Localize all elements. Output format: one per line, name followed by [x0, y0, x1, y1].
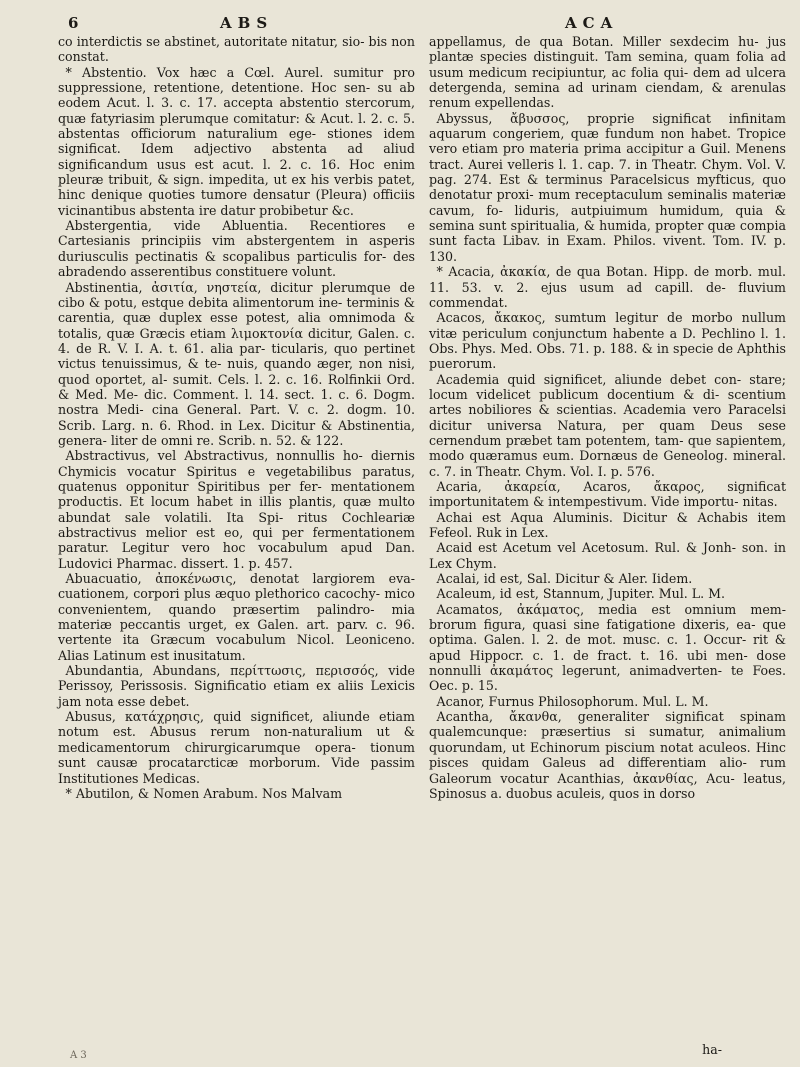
entry-paragraph: appellamus, de qua Botan. Miller sexdecim hu- jus plantæ species distinguit. Tam semina, quam folia ad usum medicum recipiuntur, ac folia qui- dem ad ulcera detergenda, semina ad urinam ciendam, & arenulas renum expellendas.: [429, 34, 786, 111]
entry-paragraph: * Abutilon, & Nomen Arabum. Nos Malvam: [65, 785, 343, 801]
entry-paragraph: Acaria, ἀκαρεία, Acaros, ἄκαρος, significat importunitatem & intempestivum. Vide importu- nitas.: [429, 478, 786, 510]
catchword: ha-: [702, 1042, 722, 1057]
entry-paragraph: co interdictis se abstinet, autoritate nitatur, sio- bis non constat.: [58, 34, 415, 65]
running-head-left: ABS: [220, 14, 274, 32]
entry-paragraph: Achai est Aqua Aluminis. Dicitur & Achabis item Fefeol. Ruk in Lex.: [429, 509, 786, 540]
entry-paragraph: Abstinentia, ἀσιτία, νηστεία, dicitur plerumque de cibo & potu, estque debita alimentorum ine- terminis & carentia, quæ duplex esse potest, alia omnimoda & totalis, quæ Græcis etiam λιμοκτονία dicitur, Galen. c. 4. de R. V. I. A. t. 61. alia par- ticularis, quo pertinet victus tenuissimus, & te- nuis, quando æger, non nisi, quod oportet, al- sumit. Cels. l. 2. c. 16. Rolfinkii Ord. & Med. Me- dic. Comment. l. 14. sect. 1. c. 6. Dogm. nostra Medi- cina General. Part. V. c. 2. dogm. 10. Scrib. Larg. n. 6. Rhod. in Lex. Dicitur & Abstinentia, genera- liter de omni re. Scrib. n. 52. & 122.: [58, 279, 415, 448]
right-column: [429, 34, 786, 801]
entry-paragraph: Academia quid significet, aliunde debet con- stare; locum videlicet publicum docentium & di- scentium artes nobiliores & scientias. Academia vero Paracelsi dicitur universa Natura, per quam Deus sese cernendum præbet tam potentem, tam- que sapientem, modo quæramus eum. Dornæus de Geneolog. mineral. c. 7. in Theatr. Chym. Vol. I. p. 576.: [429, 371, 786, 479]
running-head-right: ACA: [565, 14, 619, 32]
entry-paragraph: Abusus, κατάχρησις, quid significet, aliunde etiam notum est. Abusus rerum non-naturalium ut & medicamentorum chirurgicarumque opera- tionum sunt causæ procatarcticæ morborum. Vide passim Institutiones Medicas.: [58, 709, 415, 786]
entry-paragraph: * Acacia, ἀκακία, de qua Botan. Hipp. de morb. mul. 11. 53. v. 2. ejus usum ad capill. de- fluvium commendat.: [429, 264, 786, 310]
entry-paragraph: Acanor, Furnus Philosophorum. Mul. L. M.: [436, 693, 709, 709]
page-header: [10, 10, 786, 34]
entry-paragraph: Acaleum, id est, Stannum, Jupiter. Mul. L. M.: [436, 586, 726, 602]
entry-paragraph: Acamatos, ἀκάματος, media est omnium mem- brorum figura, quasi sine fatigatione dixeris, ea- que optima. Galen. l. 2. de mot. musc. c. 1. Occur- rit & apud Hippocr. c. 1. de fract. t. 16. ubi men- dose nonnulli ἀκαμάτος legerunt, animadverten- te Foes. Oec. p. 15.: [429, 601, 786, 694]
entry-paragraph: Abstergentia, vide Abluentia. Recentiores e Cartesianis principiis vim abstergentem in asperis duriusculis pectinatis & scopalibus particulis for- des abradendo asserentibus constituere volunt.: [58, 218, 415, 280]
entry-paragraph: Abuacuatio, ἀποκένωσις, denotat largiorem eva- cuationem, corpori plus æquo plethorico cacochy- mico convenientem, quando præsertim palindro- mia materiæ peccantis urget, ex Galen. art. parv. c. 96. vertente ita Græcum vocabulum Nicol. Leoniceno. Alias Latinum est inusitatum.: [58, 571, 415, 663]
entry-paragraph: Acacos, ἄκακος, sumtum legitur de morbo nullum vitæ periculum conjunctum habente a D. Pechlino l. 1. Obs. Phys. Med. Obs. 71. p. 188. & in specie de Aphthis puerorum.: [429, 310, 786, 372]
left-column: [58, 34, 415, 801]
entry-paragraph: Acantha, ἄκανθα, generaliter significat spinam qualemcunque: præsertius si sumatur, animalium quorundam, ut Echinorum piscium notat aculeos. Hinc pisces quidam Galeus ad differentiam alio- rum Galeorum vocatur Acanthias, ἀκανθίας, Acu- leatus, Spinosus a. duobus aculeis, quos in dorso: [429, 709, 786, 801]
entry-paragraph: Abyssus, ἄβυσσος, proprie significat infinitam aquarum congeriem, quæ fundum non habet. Tropice vero etiam pro materia prima accipitur a Guil. Menens tract. Aurei velleris l. 1. cap. 7. in Theatr. Chym. Vol. V. pag. 274. Est & terminus Paracelsicus myfticus, quo denotatur proxi- mum receptaculum seminalis materiæ cavum, fo- liduris, autpiuimum humidum, quia & semina sunt spiritualia, & humida, propter quæ compia sunt facta Libav. in Exam. Philos. vivent. Tom. IV. p. 130.: [429, 110, 786, 264]
entry-paragraph: * Abstentio. Vox hæc a Cœl. Aurel. sumitur pro suppressione, retentione, detentione. Hoc sen- su ab eodem Acut. l. 3. c. 17. accepta abstentio stercorum, quæ fatyriasim plerumque comitatur: & Acut. l. 2. c. 5. abstentas officiorum naturalium ege- stiones idem significat. Idem adjectivo abstenta ad aliud significandum usus est acut. l. 2. c. 16. Hoc enim pleuræ tribuit, & sign. impedita, ut ex his verbis patet, hinc denique quoties tumore densatur (Pleura) officiis vicinantibus abstenta ire datur probibetur &c.: [58, 64, 415, 218]
entry-paragraph: Abundantia, Abundans, περίττωσις, περισσός, vide Perissoy, Perissosis. Significatio etiam ex aliis Lexicis jam nota esse debet.: [58, 663, 415, 709]
entry-paragraph: Abstractivus, vel Abstractivus, nonnullis ho- diernis Chymicis vocatur Spiritus e vegetabilibus paratus, quatenus opponitur Spiritibus per fer- mentationem productis. Et locum habet in illis plantis, quæ multo abundat sale volatili. Ita Spi- ritus Cochleariæ abstractivus melior est eo, qui per fermentationem paratur. Legitur vero hoc vocabulum apud Dan. Ludovici Pharmac. dissert. 1. p. 457.: [58, 448, 415, 571]
entry-paragraph: Acaid est Acetum vel Acetosum. Rul. & Jonh- son. in Lex Chym.: [429, 540, 786, 571]
text-columns: [10, 34, 786, 801]
page-number: 6: [68, 14, 79, 32]
signature-mark: A 3: [70, 1050, 87, 1061]
entry-paragraph: Acalai, id est, Sal. Dicitur & Aler. Iidem.: [436, 571, 693, 587]
